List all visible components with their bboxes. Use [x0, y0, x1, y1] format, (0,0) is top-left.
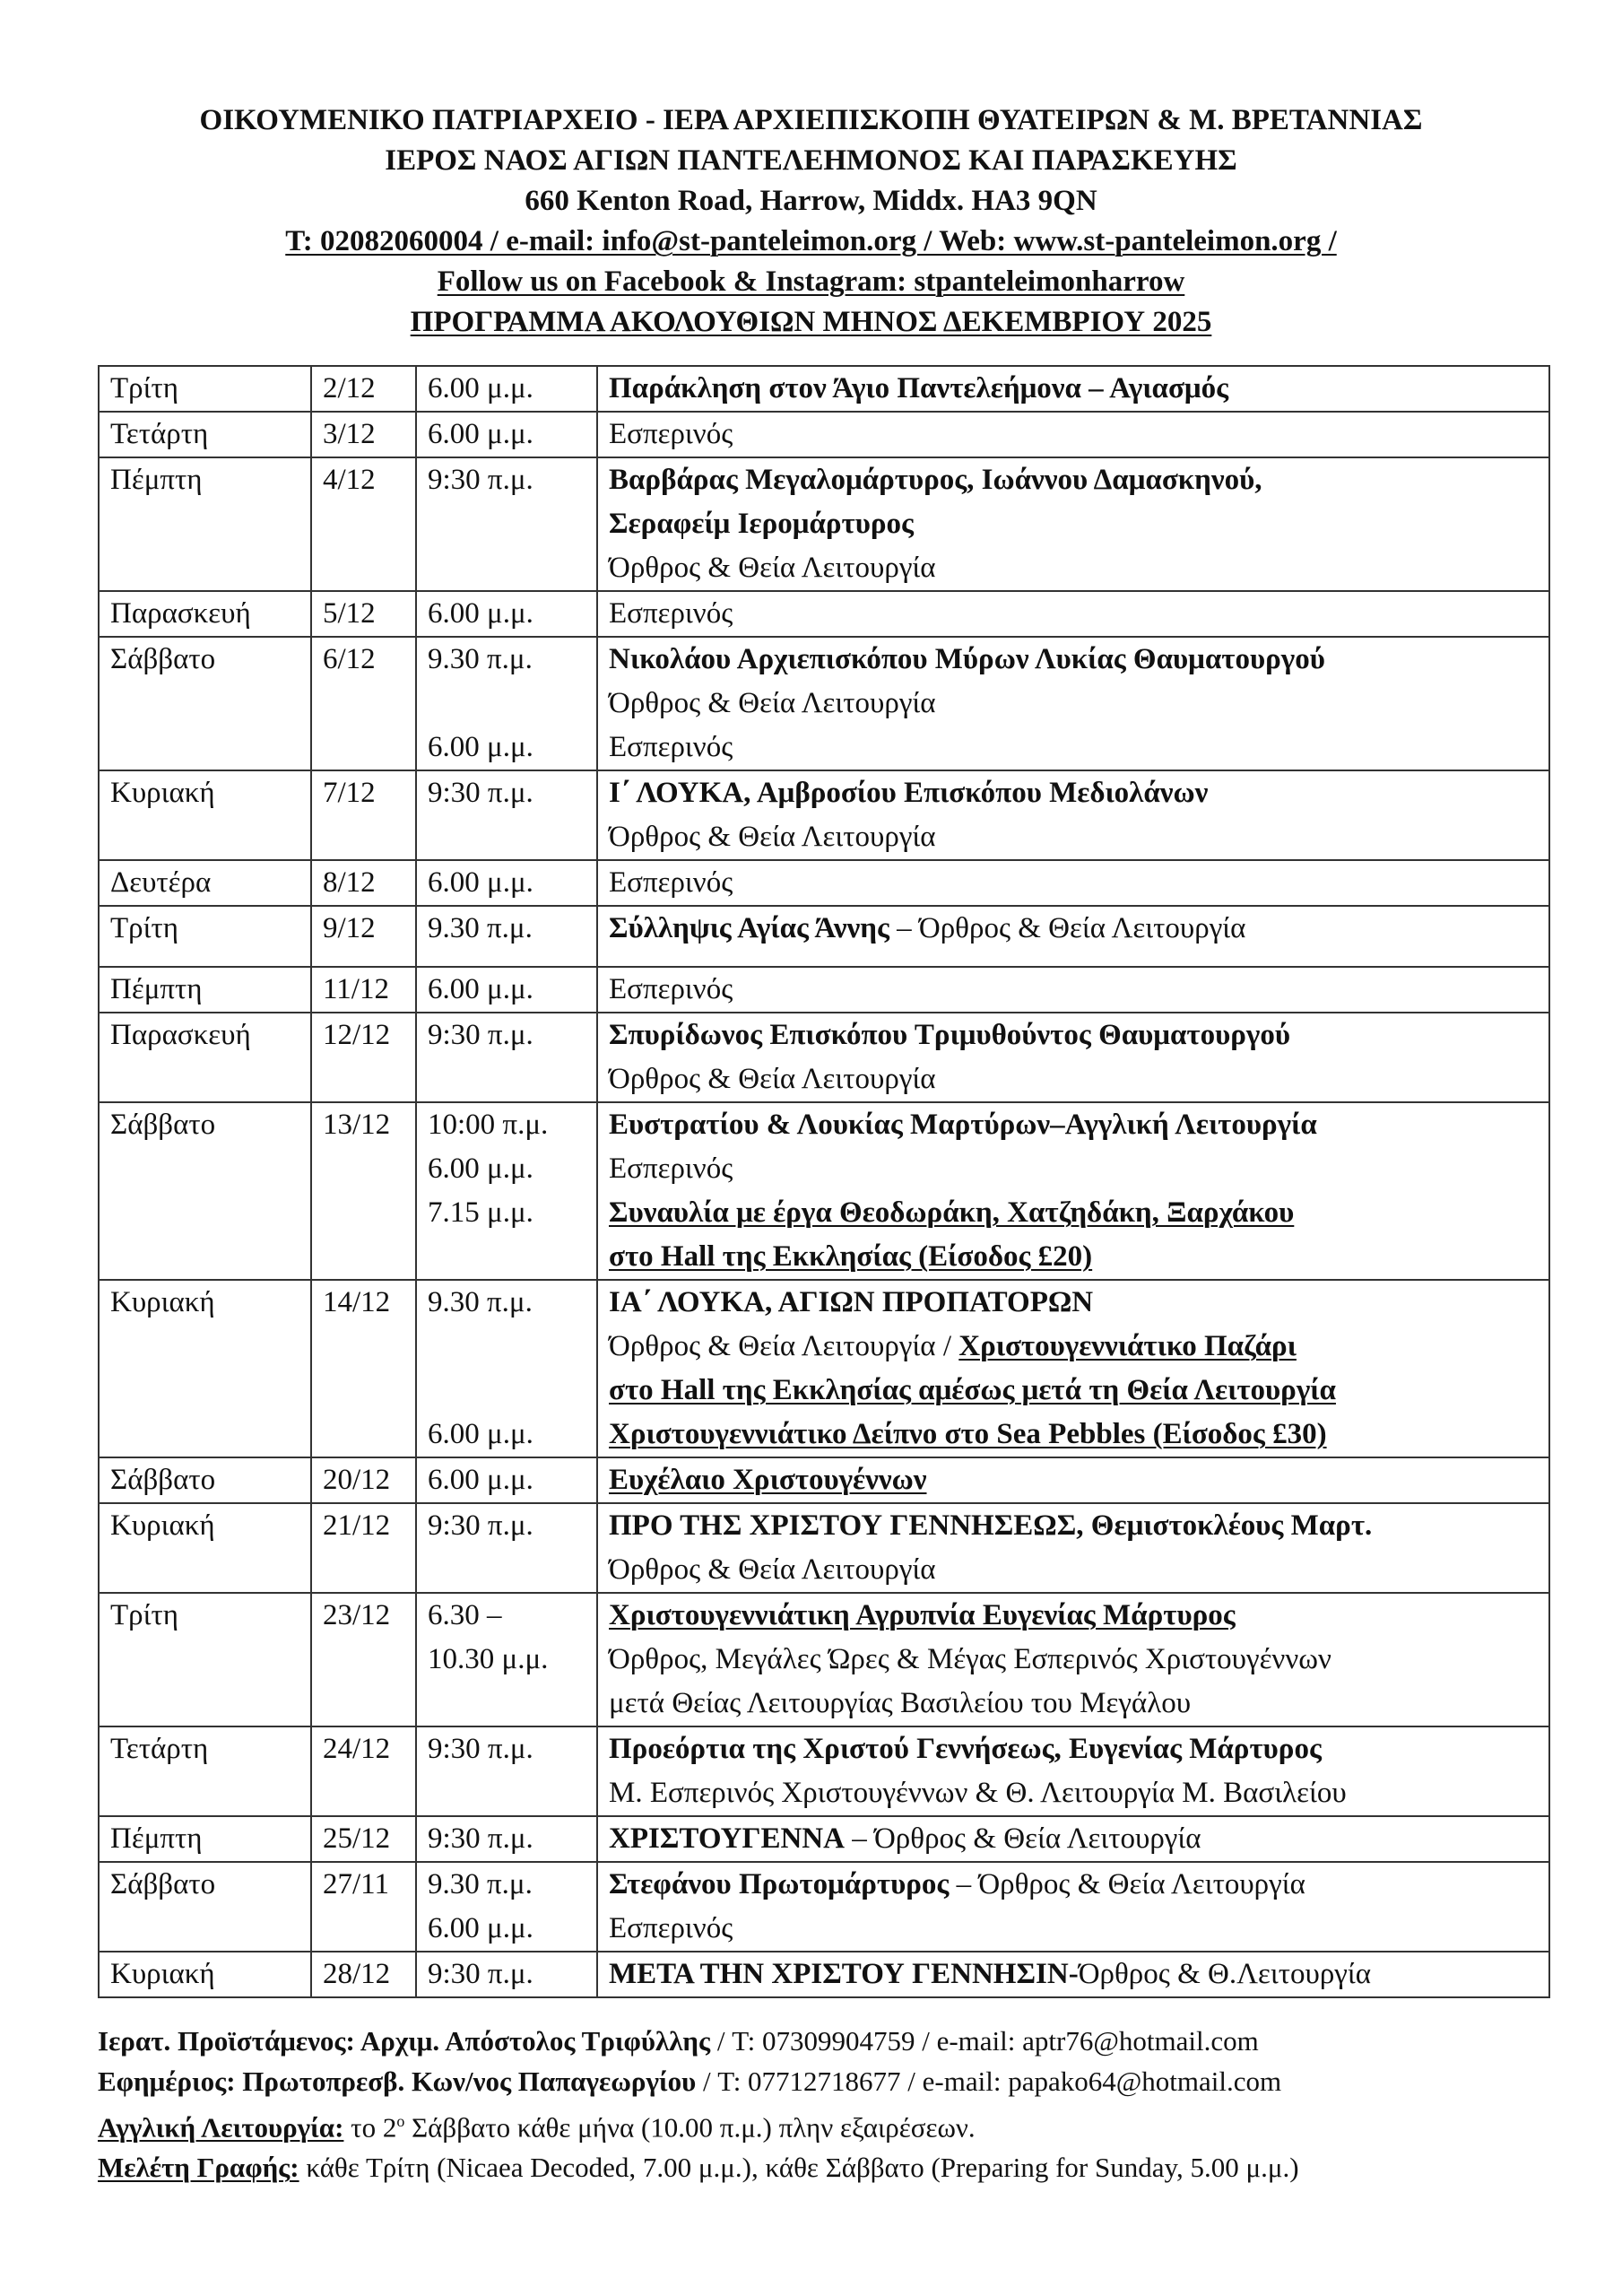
schedule-row: [99, 1280, 1549, 1457]
document-header: [0, 100, 1622, 342]
service-time: [428, 682, 596, 726]
feast-name: Σεραφείμ Ιερομάρτυρος: [609, 508, 914, 540]
service-text: Όρθρος & Θεία Λειτουργία: [609, 687, 936, 719]
date-cell: 28/12: [311, 1952, 416, 1997]
bible-study-text: κάθε Τρίτη (Nicaea Decoded, 7.00 μ.μ.), κάθε Σάββατο (Preparing for Sunday, 5.00 μ.μ.): [299, 2152, 1299, 2184]
service-description-line: [609, 1191, 1548, 1235]
english-liturgy-label: Αγγλική Λειτουργία:: [98, 2111, 344, 2144]
service-description-cell: [597, 860, 1549, 906]
feast-name: Συναυλία με έργα Θεοδωράκη, Χατζηδάκη, Ξαρχάκου: [609, 1196, 1295, 1229]
day-cell: Παρασκευή: [99, 1013, 311, 1102]
service-text: Εσπερινός: [609, 1152, 733, 1185]
service-description-line: [609, 726, 1548, 770]
schedule-row: [99, 1013, 1549, 1102]
service-time: 6.00 μ.μ.: [428, 731, 533, 763]
service-description-cell: [597, 967, 1549, 1013]
service-time: [428, 502, 596, 546]
feast-name: ΠΡΟ ΤΗΣ ΧΡΙΣΤΟΥ ΓΕΝΝΗΣΕΩΣ, Θεμιστοκλέους Μαρτ.: [609, 1509, 1373, 1542]
feast-name: Νικολάου Αρχιεπισκόπου Μύρων Λυκίας Θαυματουργού: [609, 643, 1325, 675]
date-cell: 23/12: [311, 1593, 416, 1726]
service-time: 9.30 π.μ.: [428, 1286, 533, 1318]
service-description-line: [609, 1369, 1548, 1413]
feast-name: Σπυρίδωνος Επισκόπου Τριμυθούντος Θαυματουργού: [609, 1019, 1290, 1051]
service-time: [428, 815, 596, 859]
footer-priest-line: [98, 2021, 1604, 2061]
patriarchate-heading: ΟΙΚΟΥΜΕΝΙΚΟ ΠΑΤΡΙΑΡΧΕΙΟ - ΙΕΡΑ ΑΡΧΙΕΠΙΣΚΟΠΗ ΘΥΑΤΕΙΡΩΝ & Μ. ΒΡΕΤΑΝΝΙΑΣ: [199, 104, 1423, 136]
day-cell: Τετάρτη: [99, 412, 311, 457]
service-time: 9.30 π.μ.: [428, 1868, 533, 1900]
feast-name: Χριστουγεννιάτικη Αγρυπνία Ευγενίας Μάρτυρος: [609, 1599, 1236, 1631]
time-cell: [416, 1593, 597, 1726]
day-cell: Κυριακή: [99, 1503, 311, 1593]
service-description-line: [609, 1594, 1548, 1638]
ordinal-superscript: ο: [396, 2112, 405, 2130]
service-time: [428, 1057, 596, 1101]
service-description-line: [609, 1907, 1548, 1951]
service-text: – Όρθρος & Θεία Λειτουργία: [889, 912, 1246, 944]
day-cell: Κυριακή: [99, 770, 311, 860]
schedule-row: [99, 906, 1549, 967]
service-description-cell: [597, 770, 1549, 860]
service-time: 6.00 μ.μ.: [428, 1152, 533, 1185]
priest-name: Ιερατ. Προϊστάμενος: Αρχιμ. Απόστολος Τριφύλλης: [98, 2025, 711, 2057]
date-cell: 7/12: [311, 770, 416, 860]
time-cell: [416, 591, 597, 637]
service-description-line: [609, 546, 1548, 590]
footer-vicar-line: [98, 2061, 1604, 2101]
service-description-cell: [597, 366, 1549, 412]
feast-name: Ι΄ ΛΟΥΚΑ, Αμβροσίου Επισκόπου Μεδιολάνων: [609, 777, 1209, 809]
service-description-line: [609, 1548, 1548, 1592]
document-footer: [98, 2021, 1604, 2187]
time-cell: [416, 366, 597, 412]
service-text: Εσπερινός: [609, 1912, 733, 1944]
service-time: 6.00 μ.μ.: [428, 372, 533, 404]
day-cell: Πέμπτη: [99, 457, 311, 591]
service-time: 6.00 μ.μ.: [428, 1418, 533, 1450]
date-cell: 12/12: [311, 1013, 416, 1102]
church-name-heading: ΙΕΡΟΣ ΝΑΟΣ ΑΓΙΩΝ ΠΑΝΤΕΛΕΗΜΟΝΟΣ ΚΑΙ ΠΑΡΑΣΚΕΥΗΣ: [385, 144, 1237, 177]
day-cell: Δευτέρα: [99, 860, 311, 906]
service-text: – Όρθρος & Θεία Λειτουργία: [949, 1868, 1305, 1900]
service-time: 7.15 μ.μ.: [428, 1196, 533, 1229]
day-cell: Τετάρτη: [99, 1726, 311, 1816]
service-description-line: [609, 1638, 1548, 1682]
time-cell: [416, 770, 597, 860]
service-time: 10:00 π.μ.: [428, 1109, 549, 1141]
service-description-line: [609, 1771, 1548, 1815]
feast-name: Χριστουγεννιάτικο Δείπνο στο Sea Pebbles (Είσοδος £30): [609, 1418, 1327, 1450]
time-cell: [416, 637, 597, 770]
service-text: Εσπερινός: [609, 597, 733, 630]
date-cell: 8/12: [311, 860, 416, 906]
day-cell: Πέμπτη: [99, 1816, 311, 1862]
bible-study-label: Μελέτη Γραφής:: [98, 2152, 299, 2184]
date-cell: 21/12: [311, 1503, 416, 1593]
service-description-line: [609, 771, 1548, 815]
feast-name: Χριστουγεννιάτικο Παζάρι: [958, 1330, 1297, 1362]
vicar-name: Εφημέριος: Πρωτοπρεσβ. Κων/νος Παπαγεωργίου: [98, 2066, 697, 2097]
service-description-cell: [597, 412, 1549, 457]
feast-name: Βαρβάρας Μεγαλομάρτυρος, Ιωάννου Δαμασκηνού,: [609, 464, 1262, 496]
service-text: Όρθρος & Θεία Λειτουργία: [609, 552, 936, 584]
date-cell: 27/11: [311, 1862, 416, 1952]
service-time: [428, 1548, 596, 1592]
service-time: 6.00 μ.μ.: [428, 597, 533, 630]
date-cell: 24/12: [311, 1726, 416, 1816]
social-media-line[interactable]: Follow us on Facebook & Instagram: stpanteleimonharrow: [437, 265, 1185, 298]
time-cell: [416, 1013, 597, 1102]
date-cell: 13/12: [311, 1102, 416, 1280]
date-cell: 9/12: [311, 906, 416, 967]
service-time: 9:30 π.μ.: [428, 464, 533, 496]
service-text: Εσπερινός: [609, 731, 733, 763]
date-cell: 4/12: [311, 457, 416, 591]
service-text: μετά Θείας Λειτουργίας Βασιλείου του Μεγάλου: [609, 1687, 1192, 1719]
service-time: 9.30 π.μ.: [428, 912, 533, 944]
day-cell: Σάββατο: [99, 1862, 311, 1952]
english-liturgy-text-before: το 2: [343, 2111, 397, 2144]
service-description-line: [609, 1504, 1548, 1548]
service-description-cell: [597, 1503, 1549, 1593]
priest-contact[interactable]: / T: 07309904759 / e-mail: aptr76@hotmail.com: [710, 2025, 1259, 2057]
feast-name: ΙΑ΄ ΛΟΥΚΑ, ΑΓΙΩΝ ΠΡΟΠΑΤΟΡΩΝ: [609, 1286, 1094, 1318]
time-cell: [416, 412, 597, 457]
service-time: [428, 546, 596, 590]
day-cell: Πέμπτη: [99, 967, 311, 1013]
service-description-cell: [597, 1862, 1549, 1952]
service-time: 9:30 π.μ.: [428, 1509, 533, 1542]
service-description-cell: [597, 1013, 1549, 1102]
service-description-line: [609, 1235, 1548, 1279]
time-cell: [416, 1726, 597, 1816]
service-description-cell: [597, 457, 1549, 591]
service-description-line: [609, 592, 1548, 636]
schedule-row: [99, 1457, 1549, 1503]
service-description-cell: [597, 906, 1549, 967]
service-time: 6.30 –: [428, 1599, 502, 1631]
service-description-line: [609, 502, 1548, 546]
service-description-line: [609, 1013, 1548, 1057]
feast-name: ΧΡΙΣΤΟΥΓΕΝΝΑ: [609, 1822, 845, 1855]
service-text: Όρθρος & Θ.Λειτουργία: [1078, 1958, 1372, 1990]
feast-name: Στεφάνου Πρωτομάρτυρος: [609, 1868, 950, 1900]
day-cell: Κυριακή: [99, 1280, 311, 1457]
schedule-row: [99, 1952, 1549, 1997]
service-description-line: [609, 1413, 1548, 1457]
schedule-row: [99, 1102, 1549, 1280]
schedule-row: [99, 1503, 1549, 1593]
service-description-line: [609, 638, 1548, 682]
service-description-line: [609, 458, 1548, 502]
service-description-line: [609, 1682, 1548, 1726]
services-schedule-table: [98, 365, 1550, 1998]
date-cell: 11/12: [311, 967, 416, 1013]
time-cell: [416, 1503, 597, 1593]
vicar-contact[interactable]: / T: 07712718677 / e-mail: papako64@hotmail.com: [696, 2066, 1282, 2097]
feast-name: ΜΕΤΑ ΤΗΝ ΧΡΙΣΤΟΥ ΓΕΝΝΗΣΙΝ-: [609, 1958, 1079, 1990]
service-description-line: [609, 1863, 1548, 1907]
date-cell: 25/12: [311, 1816, 416, 1862]
schedule-title: ΠΡΟΓΡΑΜΜΑ ΑΚΟΛΟΥΘΙΩΝ ΜΗΝΟΣ ΔΕΚΕΜΒΡΙΟΥ 2025: [410, 306, 1212, 338]
service-text: Όρθρος, Μεγάλες Ώρες & Μέγας Εσπερινός Χριστουγέννων: [609, 1643, 1331, 1675]
service-description-cell: [597, 591, 1549, 637]
service-description-line: [609, 1817, 1548, 1861]
day-cell: Τρίτη: [99, 1593, 311, 1726]
service-text: Όρθρος & Θεία Λειτουργία: [609, 1553, 936, 1586]
service-description-cell: [597, 1816, 1549, 1862]
time-cell: [416, 967, 597, 1013]
service-description-line: [609, 815, 1548, 859]
schedule-row: [99, 1862, 1549, 1952]
service-description-cell: [597, 1593, 1549, 1726]
service-description-line: [609, 1281, 1548, 1325]
service-description-line: [609, 1458, 1548, 1502]
service-description-cell: [597, 637, 1549, 770]
service-description-cell: [597, 1457, 1549, 1503]
footer-bible-study-line: [98, 2147, 1604, 2187]
feast-name: Προεόρτια της Χριστού Γεννήσεως, Ευγενίας Μάρτυρος: [609, 1733, 1322, 1765]
service-description-line: [609, 1325, 1548, 1369]
service-text: Εσπερινός: [609, 866, 733, 899]
contact-line[interactable]: T: 02082060004 / e-mail: info@st-panteleimon.org / Web: www.st-panteleimon.org /: [285, 225, 1337, 257]
time-cell: [416, 1280, 597, 1457]
service-time: 9:30 π.μ.: [428, 1019, 533, 1051]
service-time: [428, 1325, 596, 1369]
service-time: 6.00 μ.μ.: [428, 866, 533, 899]
service-time: [428, 1771, 596, 1815]
service-time: 6.00 μ.μ.: [428, 973, 533, 1005]
schedule-row: [99, 967, 1549, 1013]
time-cell: [416, 1457, 597, 1503]
service-description-line: [609, 861, 1548, 905]
service-description-line: [609, 682, 1548, 726]
service-time: [428, 1369, 596, 1413]
service-description-cell: [597, 1952, 1549, 1997]
date-cell: 6/12: [311, 637, 416, 770]
service-time: 9:30 π.μ.: [428, 1958, 533, 1990]
service-time: 6.00 μ.μ.: [428, 418, 533, 450]
schedule-row: [99, 591, 1549, 637]
day-cell: Σάββατο: [99, 1102, 311, 1280]
service-description-line: [609, 1727, 1548, 1771]
service-description-line: [609, 968, 1548, 1012]
service-description-line: [609, 1103, 1548, 1147]
english-liturgy-text-after: Σάββατο κάθε μήνα (10.00 π.μ.) πλην εξαιρέσεων.: [404, 2111, 976, 2144]
service-text: Μ. Εσπερινός Χριστουγέννων & Θ. Λειτουργία Μ. Βασιλείου: [609, 1777, 1347, 1809]
service-time: 9:30 π.μ.: [428, 777, 533, 809]
day-cell: Κυριακή: [99, 1952, 311, 1997]
day-cell: Σάββατο: [99, 637, 311, 770]
time-cell: [416, 860, 597, 906]
church-address: 660 Kenton Road, Harrow, Middx. HA3 9QN: [525, 185, 1097, 217]
feast-name: Σύλληψις Αγίας Άννης: [609, 912, 889, 944]
service-description-cell: [597, 1726, 1549, 1816]
day-cell: Τρίτη: [99, 366, 311, 412]
date-cell: 14/12: [311, 1280, 416, 1457]
schedule-row: [99, 457, 1549, 591]
schedule-row: [99, 1593, 1549, 1726]
time-cell: [416, 1102, 597, 1280]
schedule-row: [99, 770, 1549, 860]
day-cell: Σάββατο: [99, 1457, 311, 1503]
service-description-cell: [597, 1280, 1549, 1457]
feast-name: Ευστρατίου & Λουκίας Μαρτύρων–Αγγλική Λειτουργία: [609, 1109, 1317, 1141]
schedule-row: [99, 1816, 1549, 1862]
schedule-row: [99, 637, 1549, 770]
feast-name: στο Hall της Εκκλησίας αμέσως μετά τη Θεία Λειτουργία: [609, 1374, 1336, 1406]
service-text: Όρθρος & Θεία Λειτουργία: [609, 1063, 936, 1095]
service-time: 9:30 π.μ.: [428, 1822, 533, 1855]
schedule-row: [99, 1726, 1549, 1816]
service-time: 9.30 π.μ.: [428, 643, 533, 675]
service-text: Όρθρος & Θεία Λειτουργία: [609, 821, 936, 853]
date-cell: 20/12: [311, 1457, 416, 1503]
service-description-line: [609, 1952, 1548, 1996]
service-time: 10.30 μ.μ.: [428, 1643, 549, 1675]
service-time: [428, 1682, 596, 1726]
date-cell: 2/12: [311, 366, 416, 412]
schedule-row: [99, 412, 1549, 457]
feast-name: στο Hall της Εκκλησίας (Είσοδος £20): [609, 1240, 1093, 1273]
service-text: Όρθρος & Θεία Λειτουργία /: [609, 1330, 959, 1362]
date-cell: 3/12: [311, 412, 416, 457]
feast-name: Παράκληση στον Άγιο Παντελεήμονα – Αγιασμός: [609, 372, 1229, 404]
feast-name: Ευχέλαιο Χριστουγέννων: [609, 1464, 927, 1496]
service-description-cell: [597, 1102, 1549, 1280]
service-time: 6.00 μ.μ.: [428, 1912, 533, 1944]
service-description-line: [609, 413, 1548, 457]
date-cell: 5/12: [311, 591, 416, 637]
service-time: 6.00 μ.μ.: [428, 1464, 533, 1496]
day-cell: Παρασκευή: [99, 591, 311, 637]
service-description-line: [609, 1057, 1548, 1101]
schedule-row: [99, 860, 1549, 906]
service-text: – Όρθρος & Θεία Λειτουργία: [844, 1822, 1201, 1855]
service-text: Εσπερινός: [609, 418, 733, 450]
service-description-line: [609, 907, 1548, 951]
time-cell: [416, 1952, 597, 1997]
service-description-line: [609, 1147, 1548, 1191]
schedule-row: [99, 366, 1549, 412]
day-cell: Τρίτη: [99, 906, 311, 967]
time-cell: [416, 457, 597, 591]
time-cell: [416, 1862, 597, 1952]
service-description-line: [609, 367, 1548, 411]
service-time: 9:30 π.μ.: [428, 1733, 533, 1765]
time-cell: [416, 906, 597, 967]
time-cell: [416, 1816, 597, 1862]
service-text: Εσπερινός: [609, 973, 733, 1005]
footer-english-liturgy-line: [98, 2101, 1604, 2147]
service-time: [428, 1235, 596, 1279]
